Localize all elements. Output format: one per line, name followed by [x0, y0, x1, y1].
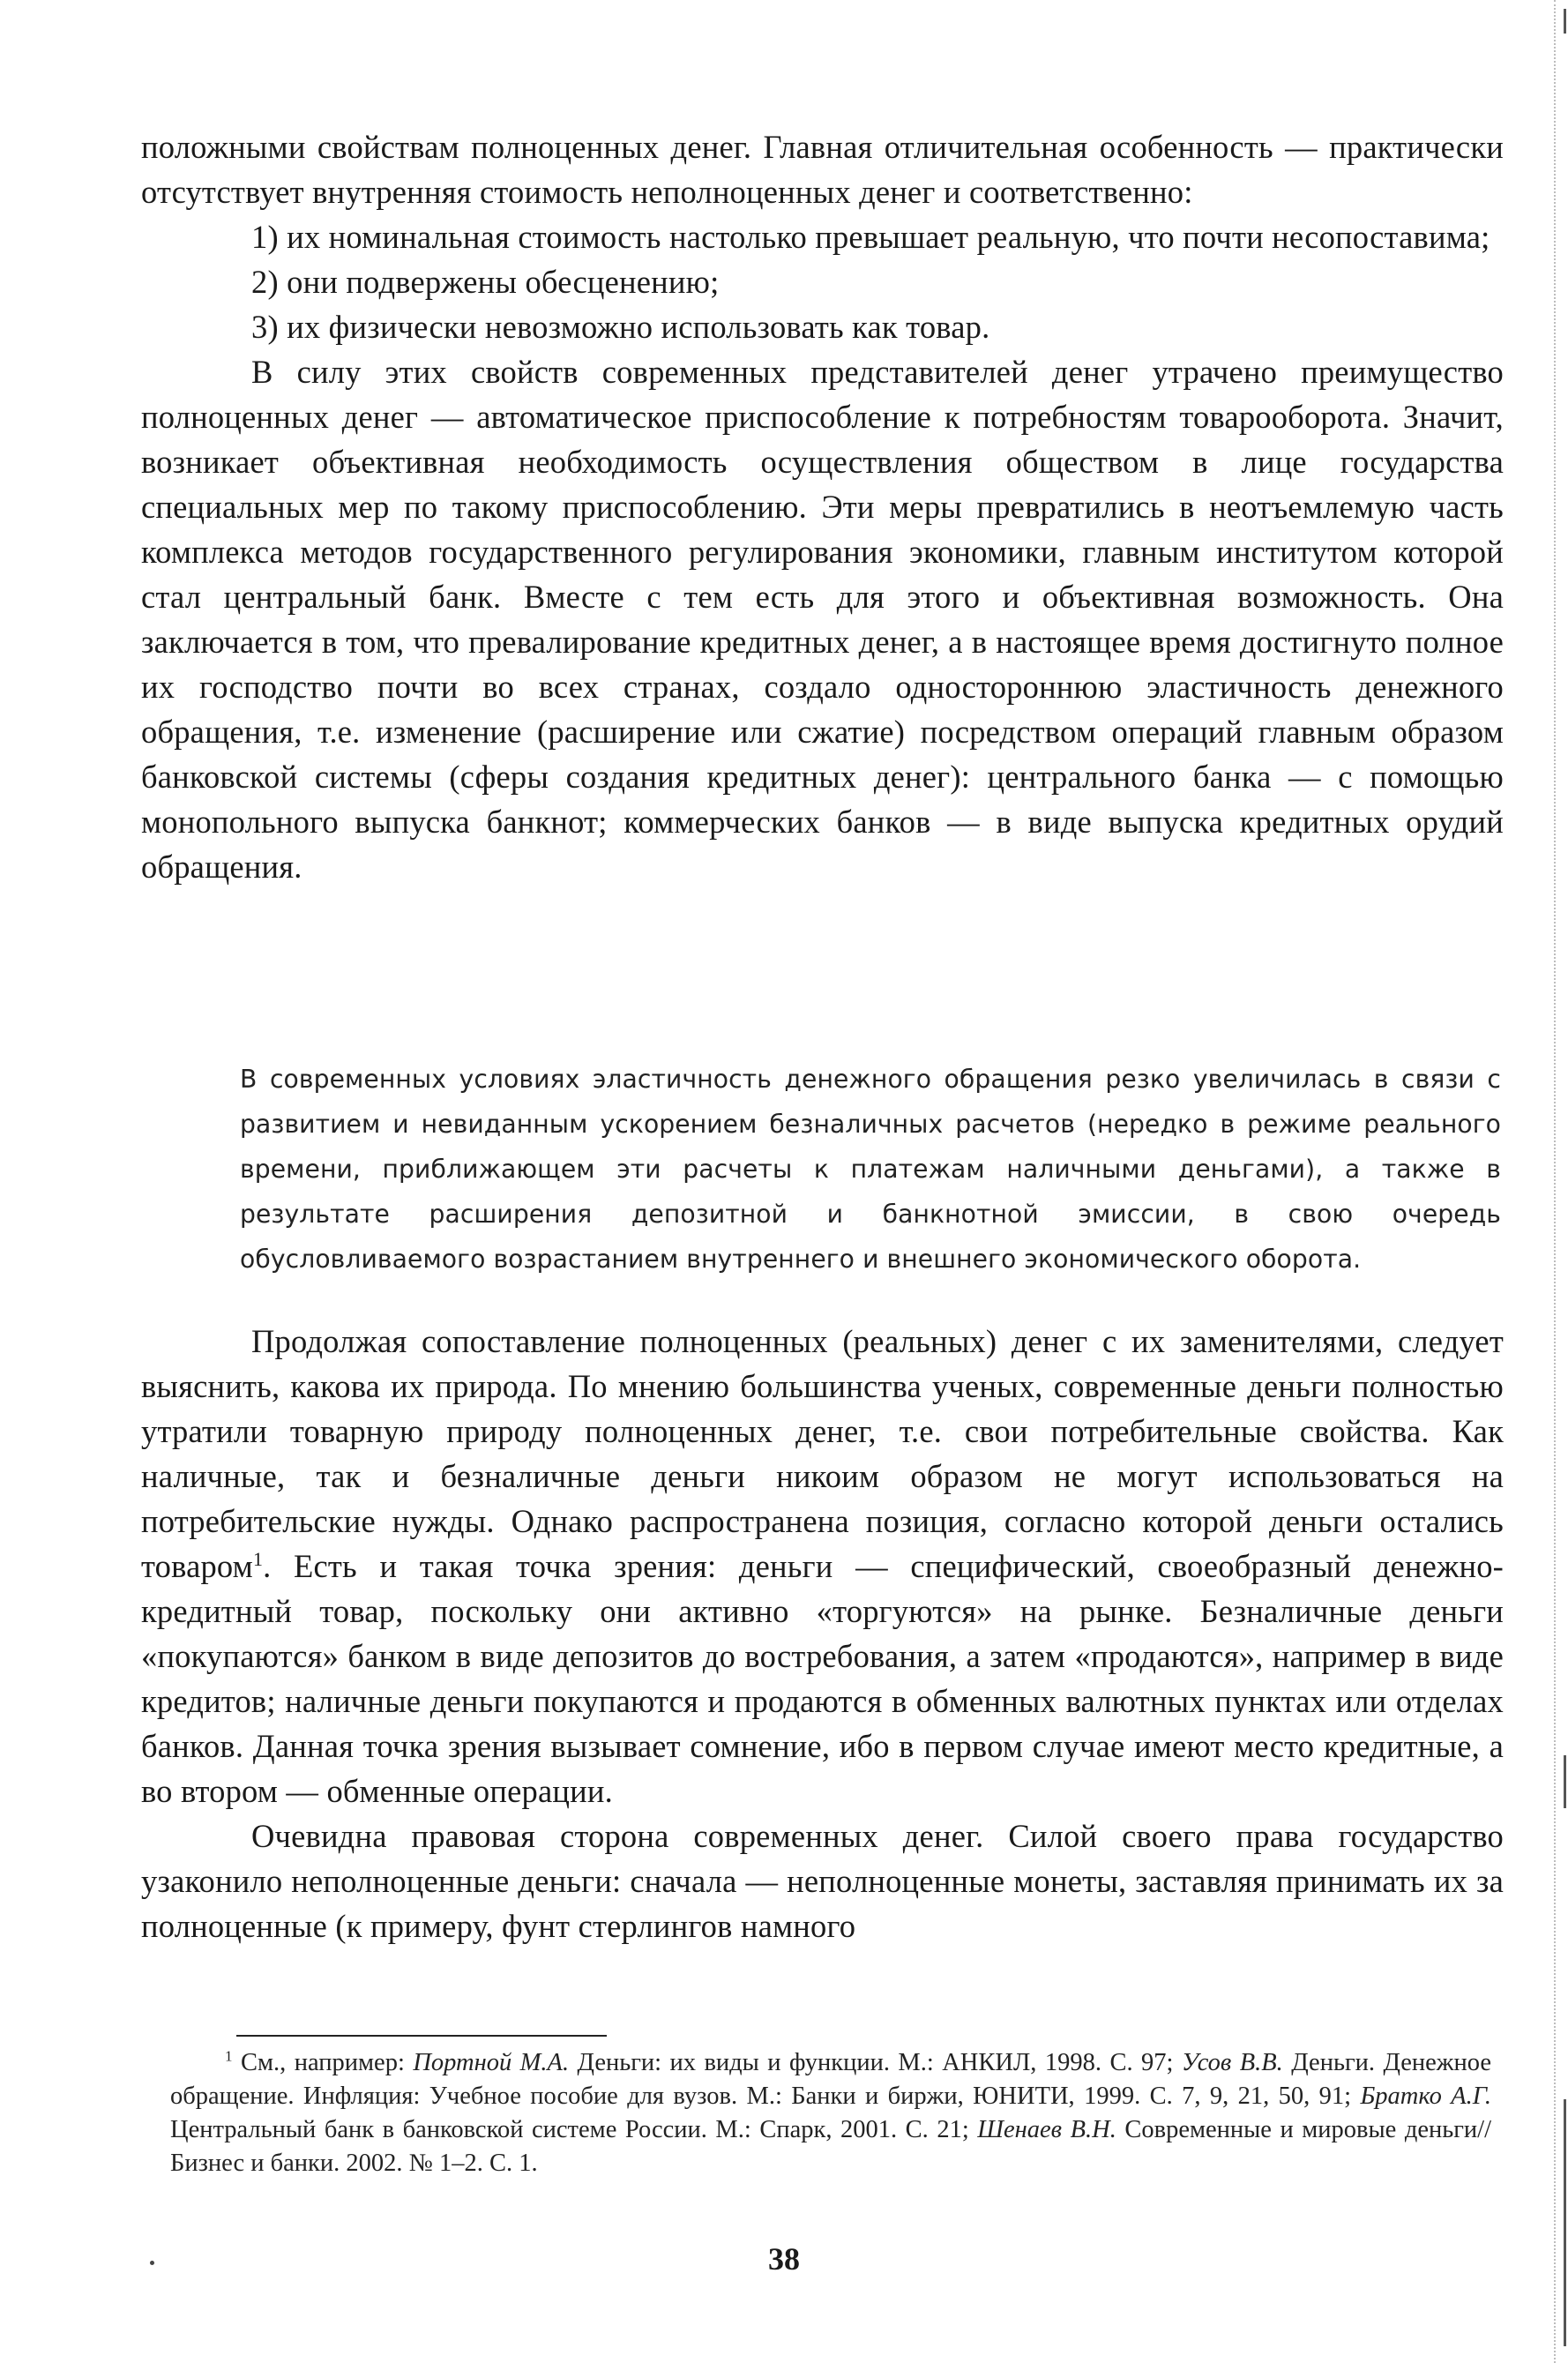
paragraph-part-1: Продолжая сопоставление полноценных (реальных) денег с их заменителями, следует выяснить, какова их природа. По мнению большинства ученых, современные деньги полностью утратили товарную природу полноценных денег, т.е. свои потребительные свойства. Как наличные, так и безналичные деньги никоим образом не могут использоваться на потребительские нужды. Однако распространена позиция, согласно которой деньги остались товаром [141, 1323, 1504, 1584]
paragraph-nature-of-money [141, 1319, 1504, 1813]
scan-edge-mark [1564, 1755, 1566, 1808]
page-number: 38 [768, 2241, 800, 2277]
main-text-bottom [141, 1319, 1504, 1948]
main-text-top [141, 124, 1504, 889]
footnotes [170, 2046, 1491, 2180]
footnote-ref-2: Деньги. Денежное обращение. Инфляция: Учебное пособие для вузов. М.: Банки и биржи, ЮНИТИ, 1999. С. 7, 9, 21, 50, 91; [170, 2049, 1491, 2110]
footnote-ref-1: Деньги: их виды и функции. М.: АНКИЛ, 1998. С. 97; [569, 2049, 1182, 2076]
paragraph-legal-side: Очевидна правовая сторона современных денег. Силой своего права государство узаконило неполноценные деньги: сначала — неполноценные монеты, заставляя принимать их за полноценные (к примеру, фунт стерлингов намного [141, 1818, 1504, 1944]
footnote-ref-3: Центральный банк в банковской системе России. М.: Спарк, 2001. С. 21; [170, 2116, 978, 2143]
footnote-marker: 1 [225, 2047, 233, 2065]
list-item-1: 1) их номинальная стоимость настолько превышает реальную, что почти несопоставима; [251, 219, 1490, 255]
paragraph-part-2: . Есть и такая точка зрения: деньги — специфический, своеобразный денежно-кредитный товар, поскольку они активно «торгуются» на рынке. Безналичные деньги «покупаются» банком в виде депозитов до востребования, а затем «продаются», например в виде кредитов; наличные деньги покупаются и продаются в обменных валютных пунктах или отделах банков. Данная точка зрения вызывает сомнение, ибо в первом случае имеют место кредитные, а во втором — обменные операции. [141, 1548, 1504, 1809]
scan-edge-mark [1564, 2099, 1566, 2346]
footnote-divider [236, 2035, 607, 2037]
list-item-3: 3) их физически невозможно использовать как товар. [251, 309, 990, 345]
footnote-reference[interactable]: 1 [252, 1547, 264, 1570]
paragraph-continuation: положными свойствам полноценных денег. Главная отличительная особенность — практически отсутствует внутренняя стоимость неполноценных денег и соответственно: [141, 129, 1504, 210]
callout-text: В современных условиях эластичность денежного обращения резко увеличилась в связи с развитием и невиданным ускорением безналичных расчетов (нередко в режиме реального времени, приближающем эти расчеты к платежам наличными деньгами), а также в результате расширения депозитной и банкнотной эмиссии, в свою очередь обусловливаемого возрастанием внутреннего и внешнего экономического оборота. [240, 1065, 1501, 1274]
footnote-author-3: Братко А.Г. [1360, 2083, 1491, 2110]
footnote-author-4: Шенаев В.Н. [977, 2116, 1116, 2143]
list-item-2: 2) они подвержены обесценению; [251, 264, 720, 300]
footnote-author-2: Усов В.В. [1181, 2049, 1283, 2076]
footnote-intro: См., например: [232, 2049, 414, 2076]
paragraph-elasticity: В силу этих свойств современных представителей денег утрачено преимущество полноценных денег — автоматическое приспособление к потребностям товарооборота. Значит, возникает объективная необходимость осуществления обществом в лице государства специальных мер по такому приспособлению. Эти меры превратились в неотъемлемую часть комплекса методов государственного регулирования экономики, главным институтом которой стал центральный банк. Вместе с тем есть для этого и объективная возможность. Она заключается в том, что превалирование кредитных денег, а в настоящее время достигнуто полное их господство почти во всех странах, создало одностороннюю эластичность денежного обращения, т.е. изменение (расширение или сжатие) посредством операций главным образом банковской системы (сферы создания кредитных денег): центрального банка — с помощью монопольного выпуска банкнот; коммерческих банков — в виде выпуска кредитных орудий обращения. [141, 354, 1504, 885]
footnote-author-1: Портной М.А. [413, 2049, 570, 2076]
callout-box [240, 1057, 1501, 1282]
footnote-1 [170, 2046, 1491, 2180]
scan-edge [1554, 0, 1568, 2363]
scan-edge-mark [1564, 9, 1566, 34]
footnote-ref-4: Современные и мировые деньги//Бизнес и банки. 2002. № 1–2. С. 1. [170, 2116, 1492, 2177]
